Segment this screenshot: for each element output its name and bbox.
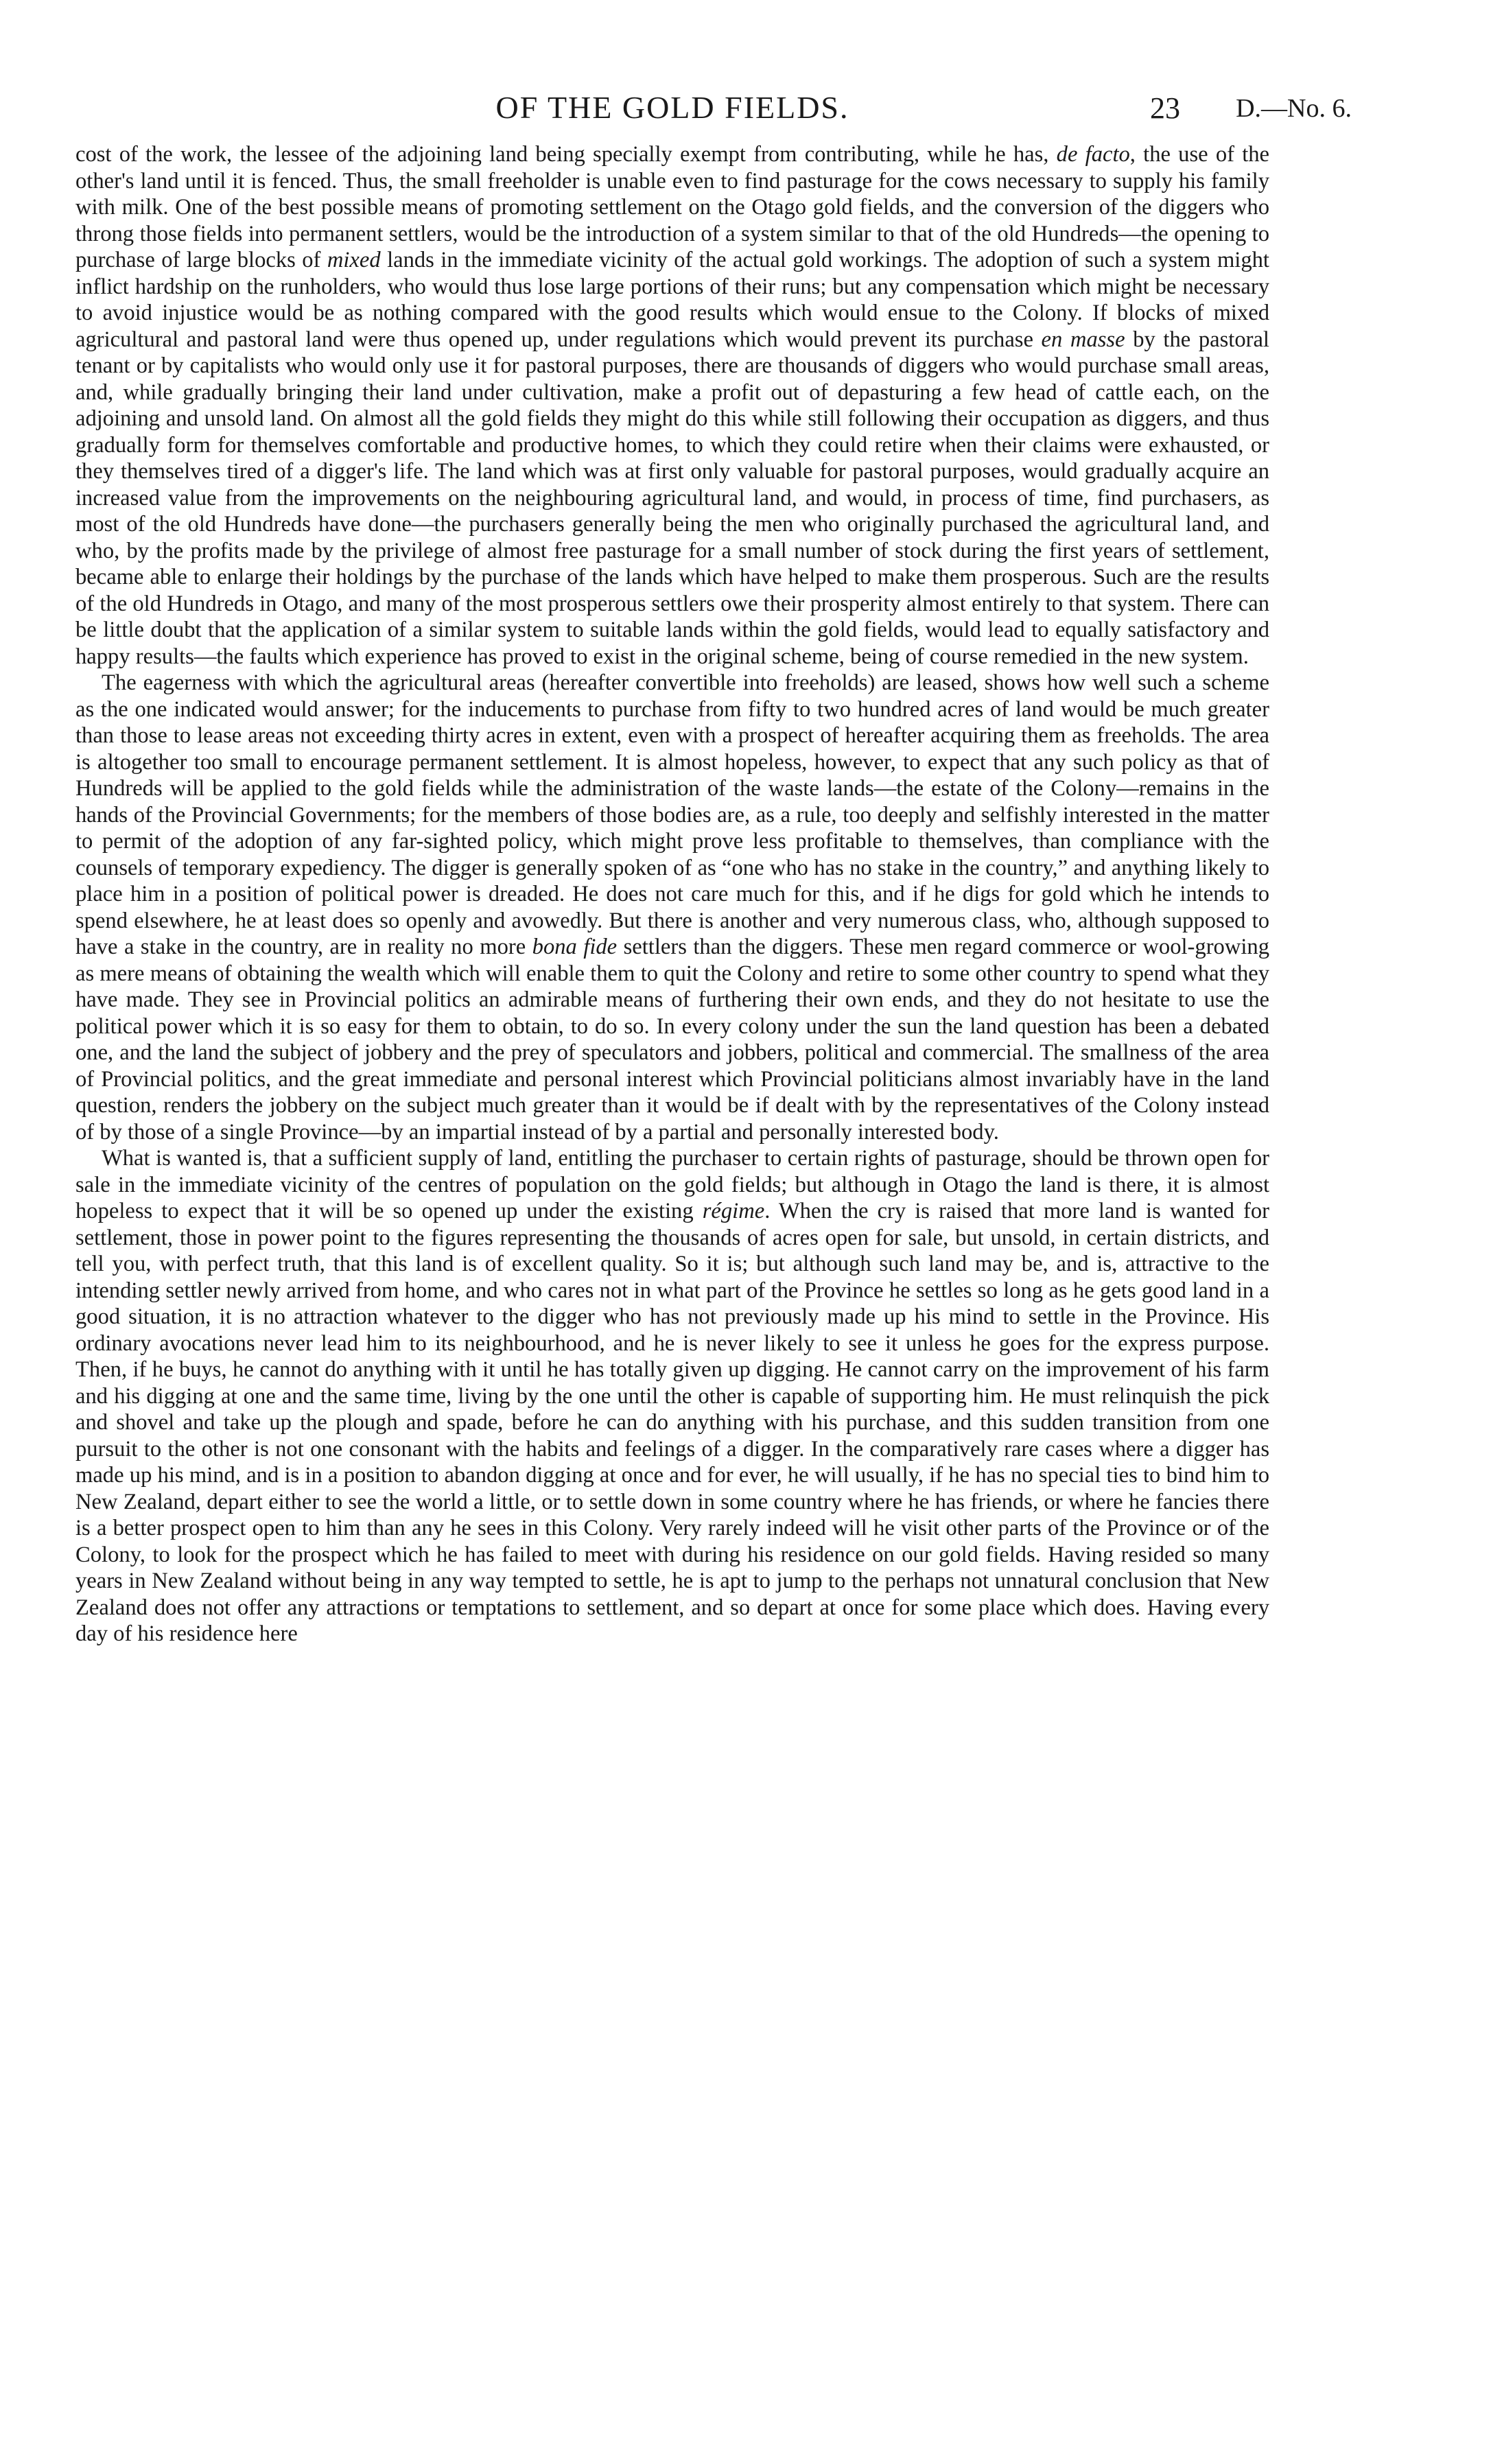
header-title: OF THE GOLD FIELDS. (495, 90, 849, 125)
paragraph-2 (75, 670, 1269, 1145)
text-run: settlers than the diggers. These men regard commerce or wool-growing as mere means of obtaining the wealth which will enable them to quit the Colony and retire to some other country to spend what they have made. They see in Provincial politics an admirable means of furthering their own ends, and they do not hesitate to use the political power which it is so easy for them to obtain, to do so. In every colony under the sun the land question has been a debated one, and the land the subject of jobbery and the prey of speculators and jobbers, political and commercial. The smallness of the area of Provincial politics, and the great immediate and personal interest which Provincial politicians almost invariably have in the land question, renders the jobbery on the subject much greater than it would be if dealt with by the representatives of the Colony instead of by those of a single Province—by an impartial instead of by a partial and personally interested body. (75, 935, 1269, 1145)
italic-phrase: mixed (327, 248, 381, 272)
paragraph-1 (75, 141, 1269, 670)
document-page (75, 89, 1352, 1647)
text-run: by the pastoral tenant or by capitalists who would only use it for pastoral purposes, there are thousands of diggers who would purchase small areas, and, while gradually bringing their land under cultivation, make a profit out of depasturing a few head of cattle each, on the adjoining and unsold land. On almost all the gold fields they might do this while still following their occupation as diggers, and thus gradually form for themselves comfortable and productive homes, to which they could retire when their claims were exhausted, or they themselves tired of a digger's life. The land which was at first only valuable for pastoral purposes, would gradually acquire an increased value from the improvements on the neighbouring agricultural land, and would, in process of time, find purchasers, as most of the old Hundreds have done—the purchasers generally being the men who originally purchased the agricultural land, and who, by the profits made by the privilege of almost free pasturage for a small number of stock during the first years of settlement, became able to enlarge their holdings by the purchase of the lands which have helped to make them prosperous. Such are the results of the old Hundreds in Otago, and many of the most prosperous settlers owe their prosperity almost entirely to that system. There can be little doubt that the application of a similar system to suitable lands within the gold fields, would lead to equally satisfactory and happy results—the faults which experience has proved to exist in the original scheme, being of course remedied in the new system. (75, 327, 1269, 669)
text-run: lands in the immediate vicinity of the actual gold workings. The adoption of such a system might inflict hardship on the runholders, who would thus lose large portions of their runs; but any compensation which might be necessary to avoid injustice would be as nothing compared with the good results which would ensue to the Colony. If blocks of mixed agricultural and pastoral land were thus opened up, under regulations which would prevent its purchase (75, 248, 1269, 352)
text-run: What is wanted is, that a sufficient supply of land, entitling the purchaser to certain rights of pasturage, should be thrown open for sale in the immediate vicinity of the centres of population on the gold fields; but although in Otago the land is there, it is almost hopeless to expect that it will be so opened up under the existing (75, 1146, 1269, 1223)
page-number: 23 (1150, 91, 1180, 125)
document-reference: D.—No. 6. (1236, 94, 1352, 123)
text-run: . When the cry is raised that more land is wanted for settlement, those in power point to the figures representing the thousands of acres open for sale, but unsold, in certain districts, and tell you, with perfect truth, that this land is of excellent quality. So it is; but although such land may be, and is, attractive to the intending settler newly arrived from home, and who cares not in what part of the Province he settles so long as he gets good land in a good situation, it is no attraction whatever to the digger who has not previously made up his mind to settle in the Province. His ordinary avocations never lead him to its neighbourhood, and he is never likely to see it unless he goes for the express purpose. Then, if he buys, he cannot do anything with it until he has totally given up digging. He cannot carry on the improvement of his farm and his digging at one and the same time, living by the one until the other is capable of supporting him. He must relinquish the pick and shovel and take up the plough and spade, before he can do anything with his purchase, and this sudden transition from one pursuit to the other is not one consonant with the habits and feelings of a digger. In the comparatively rare cases where a digger has made up his mind, and is in a position to abandon digging at once and for ever, he will usually, if he has no special ties to bind him to New Zealand, depart either to see the world a little, or to settle down in some country where he has friends, or where he fancies there is a better prospect open to him than any he sees in this Colony. Very rarely indeed will he visit other parts of the Province or of the Colony, to look for the prospect which he has failed to meet with during his residence on our gold fields. Having resided so many years in New Zealand without being in any way tempted to settle, he is apt to jump to the perhaps not unnatural conclusion that New Zealand does not offer any attractions or temptations to settlement, and so depart at once for some place which does. Having every day of his residence here (75, 1199, 1269, 1646)
italic-phrase: de facto (1056, 142, 1130, 167)
paragraph-3 (75, 1145, 1269, 1647)
italic-phrase: bona fide (532, 935, 618, 959)
text-run: , the use of the other's land until it is fenced. Thus, the small freeholder is unable even to find pasturage for the cows necessary to supply his family with milk. One of the best possible means of promoting settlement on the Otago gold fields, and the conversion of the diggers who throng those fields into permanent settlers, would be the introduction of a system similar to that of the old Hundreds—the opening to purchase of large blocks of (75, 142, 1269, 272)
text-run: cost of the work, the lessee of the adjoining land being specially exempt from contributing, while he has, (75, 142, 1057, 167)
text-run: The eagerness with which the agricultural areas (hereafter convertible into freeholds) are leased, shows how well such a scheme as the one indicated would answer; for the inducements to purchase from fifty to two hundred acres of land would be much greater than those to lease areas not exceeding thirty acres in extent, even with a prospect of hereafter acquiring them as freeholds. The area is altogether too small to encourage permanent settlement. It is almost hopeless, however, to expect that any such policy as that of Hundreds will be applied to the gold fields while the administration of the waste lands—the estate of the Colony—remains in the hands of the Provincial Governments; for the members of those bodies are, as a rule, too deeply and selfishly interested in the matter to permit of the adoption of any far-sighted policy, which might prove less profitable to themselves, than compliance with the counsels of temporary expediency. The digger is generally spoken of as “one who has no stake in the country,” and anything likely to place him in a position of political power is dreaded. He does not care much for this, and if he digs for gold which he intends to spend elsewhere, he at least does so openly and avowedly. But there is another and very numerous class, who, although supposed to have a stake in the country, are in reality no more (75, 670, 1269, 959)
running-header (75, 89, 1352, 137)
body-text (75, 141, 1269, 1647)
italic-phrase: en masse (1041, 327, 1125, 352)
italic-phrase: régime (702, 1199, 765, 1223)
